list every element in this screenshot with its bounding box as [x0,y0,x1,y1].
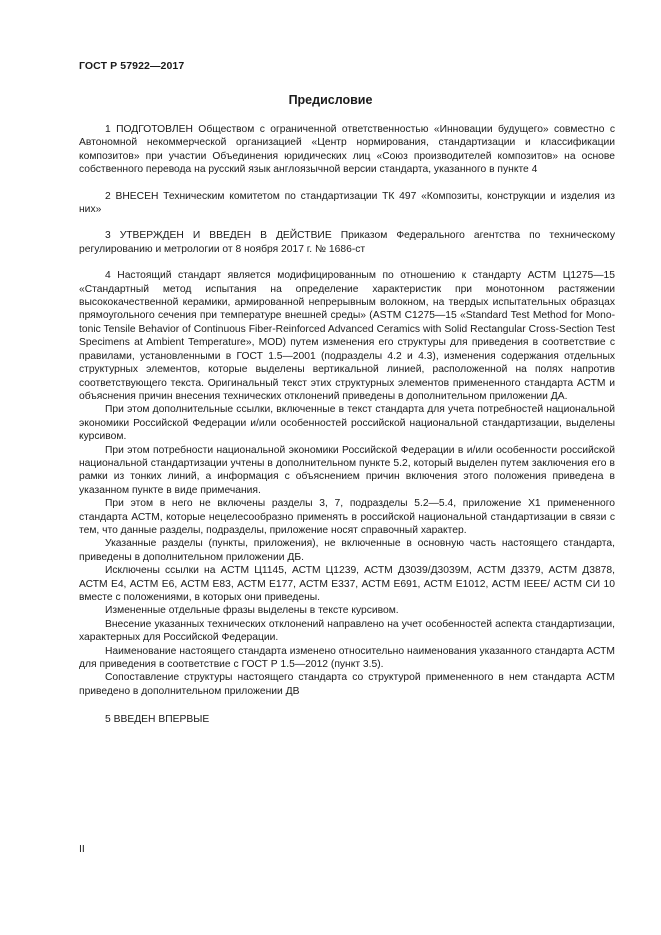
paragraph-approved: 3 УТВЕРЖДЕН И ВВЕДЕН В ДЕЙСТВИЕ Приказом Федерального агентства по техническому регулированию и метрологии от 8 ноября 2017 г. № 1686-ст [79,230,615,255]
paragraph-structure-comparison: Сопоставление структуры настоящего стандарта со структурой примененного в нем стандарта АСТМ приведено в дополнительном приложении ДВ [79,672,615,697]
paragraph-additional-refs: При этом дополнительные ссылки, включенные в текст стандарта для учета потребностей национальной экономики Российской Федерации и/или особенностей российской национальной стандартизации, выделены курсивом. [79,404,615,443]
foreword-body [79,123,615,727]
document-code: ГОСТ Р 57922—2017 [79,60,185,72]
paragraph-introduced: 2 ВНЕСЕН Техническим комитетом по стандартизации ТК 497 «Композиты, конструкции и изделия из них» [79,190,615,216]
paragraph-appendix-db: Указанные разделы (пункты, приложения), не включенные в основную часть настоящего стандарта, приведены в дополнительном приложении ДБ. [79,538,615,563]
paragraph-italic-phrases: Измененные отдельные фразы выделены в тексте курсивом. [105,605,399,617]
paragraph-title-changed: Наименование настоящего стандарта изменено относительно наименования указанного стандарта АСТМ для приведения в соответствие с ГОСТ Р 1.5—2012 (пункт 3.5). [79,645,615,671]
paragraph-excluded-refs: Исключены ссылки на АСТМ Ц1145, АСТМ Ц1239, АСТМ Д3039/Д3039М, АСТМ Д3379, АСТМ Д3878, АСТМ Е4, АСТМ Е6, АСТМ Е83, АСТМ Е177, АСТМ Е337, АСТМ Е691, АСТМ Е1012, АСТМ IEEE/ АСТМ СИ 10 вместе с положениями, в которых они приведены. [79,565,615,603]
section-title: Предисловие [288,93,373,107]
paragraph-excluded-sections: При этом в него не включены разделы 3, 7, подразделы 5.2—5.4, приложение Х1 примененного стандарта АСТМ, которые нецелесообразно применять в российской национальной стандартизации в связи с тем, что данные разделы, подразделы, приложение носят справочный характер. [79,498,615,536]
paragraph-modified: 4 Настоящий стандарт является модифицированным по отношению к стандарту АСТМ Ц1275—15 «Стандартный метод испытания на определение характеристик при монотонном растяжении высококачественной керамики, армированной непрерывным волокном, на твердых испытательных образцах прямоугольного сечения при температуре внешней среды» (ASTM C1275—15 «Standard Test Method for Mono-tonic Tensile Behavior of Continuous Fiber-Reinforced Advanced Ceramics with Solid Rectangular Cross-Section Test Specimens at Ambient Temperature», MOD) путем изменения его структуры для приведения в соответствие с правилами, установленными в ГОСТ 1.5—2001 (подразделы 4.2 и 4.3), изменения содержания отдельных структурных элементов, которые выделены вертикальной линией, расположенной на полях напротив соответствующего текста. Оригинальный текст этих структурных элементов примененного стандарта АСТМ и объяснения причин внесения технических отклонений приведены в дополнительном приложении ДА. [79,270,615,402]
paragraph-prepared: 1 ПОДГОТОВЛЕН Обществом с ограниченной ответственностью «Инновации будущего» совместно с Автономной некоммерческой организацией «Центр нормирования, стандартизации и классификации композитов» при участии Объединения юридических лиц «Союз производителей композитов» на основе собственного перевода на русский язык англоязычной версии стандарта, указанного в пункте 4 [79,124,615,176]
page-number: II [79,843,85,855]
paragraph-deviations: Внесение указанных технических отклонений направлено на учет особенностей аспекта стандартизации, характерных для Российской Федерации. [79,618,615,644]
paragraph-first-introduced: 5 ВВЕДЕН ВПЕРВЫЕ [105,714,210,726]
paragraph-national-needs: При этом потребности национальной экономики Российской Федерации в и/или особенности российской национальной стандартизации учтены в дополнительном пункте 5.2, который выделен путем заключения его в рамки из тонких линий, а информация с объяснением причин включения этого положения приведена в указанном пункте в виде примечания. [79,444,615,496]
